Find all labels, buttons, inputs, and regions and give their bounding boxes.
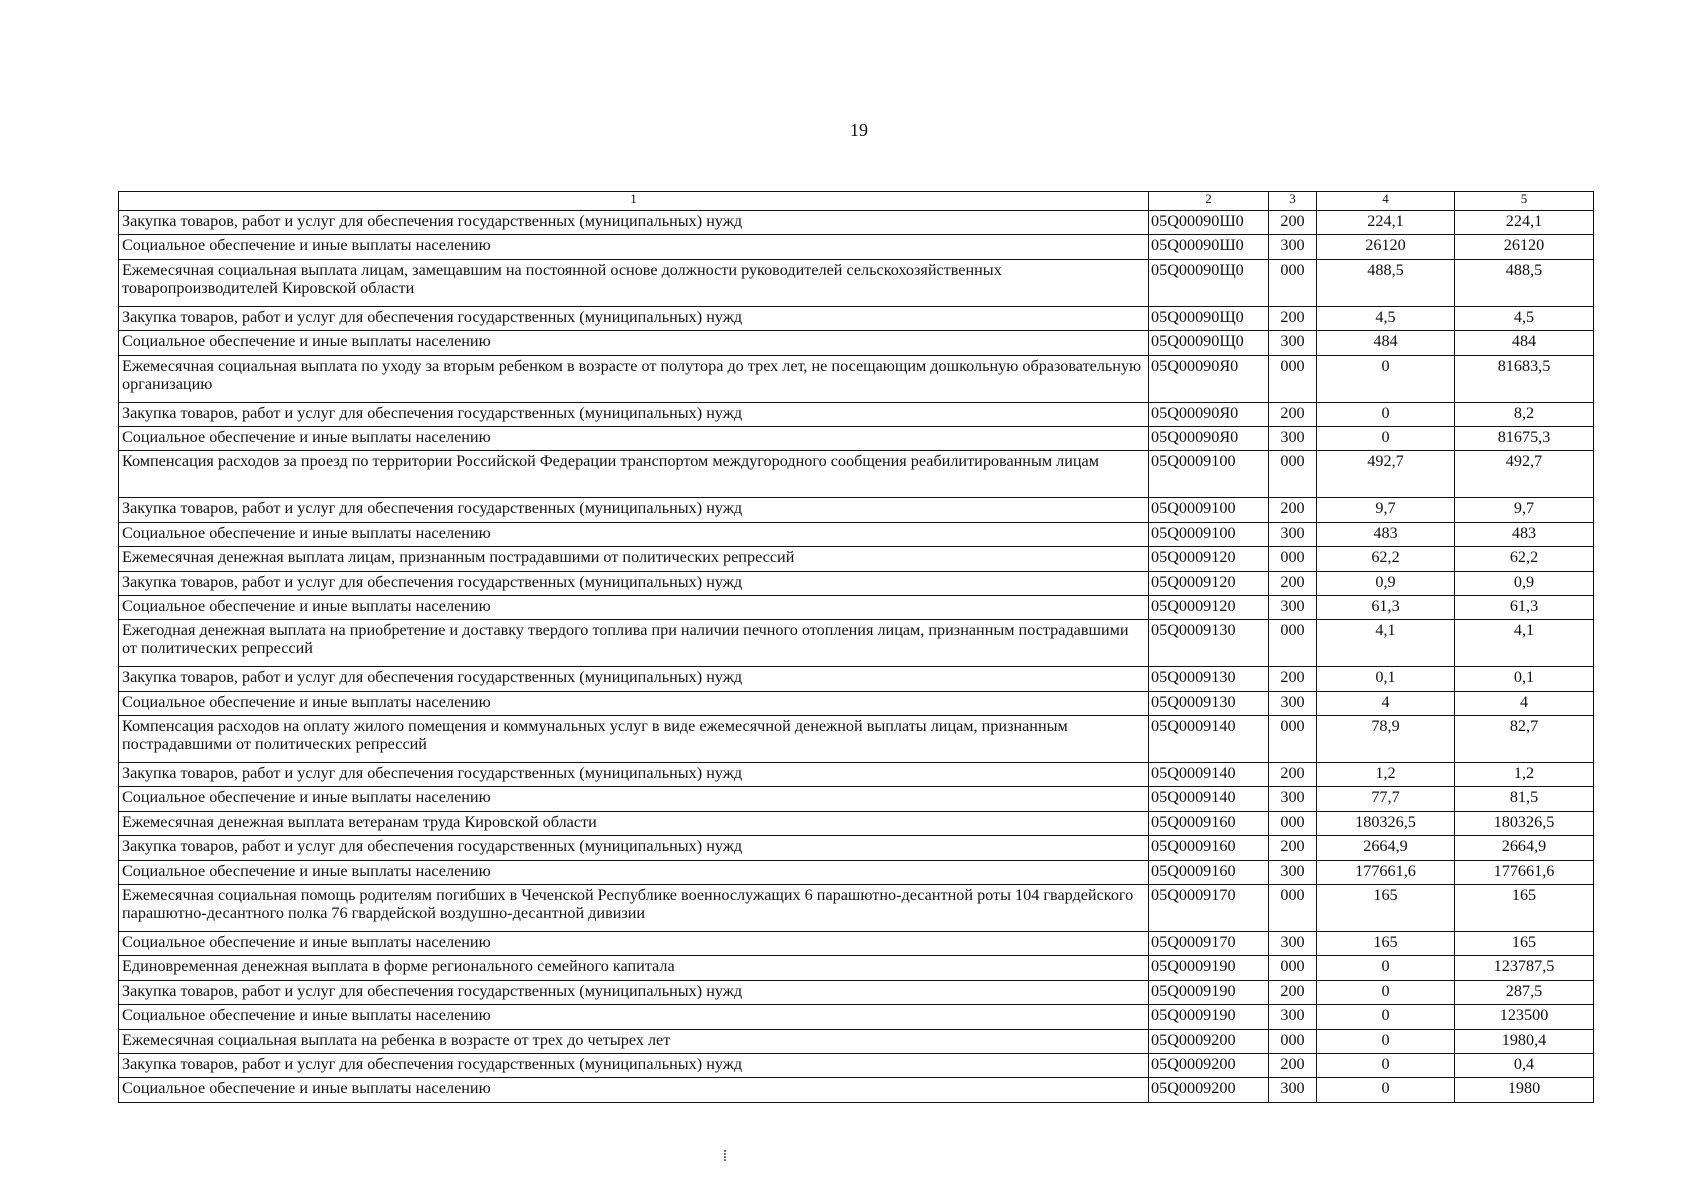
amount-col4-cell: 9,7 — [1317, 498, 1455, 522]
expense-type-cell: 000 — [1269, 451, 1317, 498]
expense-name-cell: Компенсация расходов за проезд по территории Российской Федерации транспортом междугородного сообщения реабилитированным лицам — [119, 451, 1149, 498]
expense-name-cell: Закупка товаров, работ и услуг для обеспечения государственных (муниципальных) нужд — [119, 571, 1149, 595]
target-code-cell: 05Q0009130 — [1149, 667, 1269, 691]
amount-col4-cell: 483 — [1317, 522, 1455, 546]
expense-name-cell: Социальное обеспечение и иные выплаты населению — [119, 426, 1149, 450]
expense-name-cell: Закупка товаров, работ и услуг для обеспечения государственных (муниципальных) нужд — [119, 763, 1149, 787]
table-row — [119, 885, 1594, 932]
expense-type-cell: 200 — [1269, 498, 1317, 522]
amount-col4-cell: 4 — [1317, 691, 1455, 715]
target-code-cell: 05Q00090Ш0 — [1149, 235, 1269, 259]
amount-col5-cell: 8,2 — [1455, 402, 1594, 426]
expense-type-cell: 300 — [1269, 932, 1317, 956]
target-code-cell: 05Q0009190 — [1149, 980, 1269, 1004]
amount-col5-cell: 488,5 — [1455, 259, 1594, 306]
table-row — [119, 571, 1594, 595]
amount-col4-cell: 165 — [1317, 885, 1455, 932]
expense-type-cell: 000 — [1269, 1029, 1317, 1053]
amount-col5-cell: 0,1 — [1455, 667, 1594, 691]
amount-col5-cell: 82,7 — [1455, 716, 1594, 763]
table-row — [119, 836, 1594, 860]
expense-type-cell: 200 — [1269, 306, 1317, 330]
expense-name-cell: Закупка товаров, работ и услуг для обеспечения государственных (муниципальных) нужд — [119, 980, 1149, 1004]
expense-type-cell: 200 — [1269, 763, 1317, 787]
table-row — [119, 547, 1594, 571]
target-code-cell: 05Q0009190 — [1149, 1005, 1269, 1029]
expense-type-cell: 200 — [1269, 1053, 1317, 1077]
expense-type-cell: 200 — [1269, 667, 1317, 691]
target-code-cell: 05Q0009120 — [1149, 547, 1269, 571]
amount-col4-cell: 61,3 — [1317, 595, 1455, 619]
expense-type-cell: 300 — [1269, 595, 1317, 619]
amount-col5-cell: 123787,5 — [1455, 956, 1594, 980]
amount-col4-cell: 62,2 — [1317, 547, 1455, 571]
column-header: 1 — [119, 192, 1149, 211]
expense-type-cell: 000 — [1269, 259, 1317, 306]
table-row — [119, 331, 1594, 355]
target-code-cell: 05Q00090Щ0 — [1149, 306, 1269, 330]
table-row — [119, 235, 1594, 259]
expense-name-cell: Ежемесячная денежная выплата лицам, признанным пострадавшими от политических репрессий — [119, 547, 1149, 571]
target-code-cell: 05Q00090Я0 — [1149, 355, 1269, 402]
page-number: 19 — [850, 120, 868, 140]
table-row — [119, 259, 1594, 306]
expense-type-cell: 000 — [1269, 811, 1317, 835]
table-row — [119, 787, 1594, 811]
target-code-cell: 05Q0009100 — [1149, 451, 1269, 498]
target-code-cell: 05Q0009200 — [1149, 1029, 1269, 1053]
expense-name-cell: Ежемесячная социальная выплата на ребенка в возрасте от трех до четырех лет — [119, 1029, 1149, 1053]
expense-type-cell: 200 — [1269, 571, 1317, 595]
expense-name-cell: Ежегодная денежная выплата на приобретение и доставку твердого топлива при наличии печного отопления лицам, признанным пострадавшими от политических репрессий — [119, 620, 1149, 667]
expense-name-cell: Закупка товаров, работ и услуг для обеспечения государственных (муниципальных) нужд — [119, 306, 1149, 330]
target-code-cell: 05Q0009160 — [1149, 811, 1269, 835]
table-row — [119, 211, 1594, 235]
expense-name-cell: Социальное обеспечение и иные выплаты населению — [119, 1078, 1149, 1102]
amount-col4-cell: 0 — [1317, 956, 1455, 980]
amount-col5-cell: 165 — [1455, 885, 1594, 932]
target-code-cell: 05Q0009140 — [1149, 787, 1269, 811]
amount-col4-cell: 0 — [1317, 1053, 1455, 1077]
target-code-cell: 05Q0009130 — [1149, 691, 1269, 715]
table-row — [119, 1053, 1594, 1077]
target-code-cell: 05Q0009140 — [1149, 716, 1269, 763]
expense-type-cell: 300 — [1269, 691, 1317, 715]
target-code-cell: 05Q0009160 — [1149, 836, 1269, 860]
target-code-cell: 05Q0009160 — [1149, 860, 1269, 884]
amount-col4-cell: 0,1 — [1317, 667, 1455, 691]
expense-type-cell: 200 — [1269, 980, 1317, 1004]
amount-col4-cell: 4,5 — [1317, 306, 1455, 330]
table-row — [119, 716, 1594, 763]
target-code-cell: 05Q0009100 — [1149, 498, 1269, 522]
expense-name-cell: Единовременная денежная выплата в форме регионального семейного капитала — [119, 956, 1149, 980]
amount-col4-cell: 492,7 — [1317, 451, 1455, 498]
target-code-cell: 05Q0009200 — [1149, 1053, 1269, 1077]
expense-type-cell: 200 — [1269, 211, 1317, 235]
table-row — [119, 402, 1594, 426]
target-code-cell: 05Q0009120 — [1149, 571, 1269, 595]
table-row — [119, 956, 1594, 980]
expense-name-cell: Ежемесячная денежная выплата ветеранам труда Кировской области — [119, 811, 1149, 835]
table-row — [119, 691, 1594, 715]
amount-col4-cell: 4,1 — [1317, 620, 1455, 667]
column-header: 5 — [1455, 192, 1594, 211]
expense-name-cell: Социальное обеспечение и иные выплаты населению — [119, 331, 1149, 355]
amount-col4-cell: 0 — [1317, 402, 1455, 426]
table-row — [119, 860, 1594, 884]
expense-name-cell: Закупка товаров, работ и услуг для обеспечения государственных (муниципальных) нужд — [119, 498, 1149, 522]
target-code-cell: 05Q0009130 — [1149, 620, 1269, 667]
expense-name-cell: Социальное обеспечение и иные выплаты населению — [119, 932, 1149, 956]
expense-type-cell: 300 — [1269, 426, 1317, 450]
amount-col5-cell: 180326,5 — [1455, 811, 1594, 835]
target-code-cell: 05Q00090Ш0 — [1149, 211, 1269, 235]
amount-col4-cell: 0,9 — [1317, 571, 1455, 595]
amount-col5-cell: 4 — [1455, 691, 1594, 715]
amount-col5-cell: 4,5 — [1455, 306, 1594, 330]
table-row — [119, 980, 1594, 1004]
amount-col4-cell: 0 — [1317, 1078, 1455, 1102]
expense-name-cell: Социальное обеспечение и иные выплаты населению — [119, 1005, 1149, 1029]
amount-col5-cell: 26120 — [1455, 235, 1594, 259]
amount-col5-cell: 483 — [1455, 522, 1594, 546]
target-code-cell: 05Q0009170 — [1149, 932, 1269, 956]
amount-col5-cell: 287,5 — [1455, 980, 1594, 1004]
target-code-cell: 05Q0009190 — [1149, 956, 1269, 980]
column-header: 4 — [1317, 192, 1455, 211]
target-code-cell: 05Q00090Щ0 — [1149, 331, 1269, 355]
amount-col5-cell: 492,7 — [1455, 451, 1594, 498]
table-row — [119, 498, 1594, 522]
expense-name-cell: Закупка товаров, работ и услуг для обеспечения государственных (муниципальных) нужд — [119, 402, 1149, 426]
amount-col5-cell: 224,1 — [1455, 211, 1594, 235]
amount-col4-cell: 484 — [1317, 331, 1455, 355]
expense-name-cell: Ежемесячная социальная выплата по уходу за вторым ребенком в возрасте от полутора до трех лет, не посещающим дошкольную образовательную организацию — [119, 355, 1149, 402]
amount-col5-cell: 165 — [1455, 932, 1594, 956]
expense-name-cell: Ежемесячная социальная помощь родителям погибших в Чеченской Республике военнослужащих 6 парашютно-десантной роты 104 гвардейского парашютно-десантного полка 76 гвардейской воздушно-десантной дивизии — [119, 885, 1149, 932]
amount-col5-cell: 123500 — [1455, 1005, 1594, 1029]
table-row — [119, 1005, 1594, 1029]
expense-type-cell: 300 — [1269, 235, 1317, 259]
expense-name-cell: Социальное обеспечение и иные выплаты населению — [119, 860, 1149, 884]
amount-col5-cell: 177661,6 — [1455, 860, 1594, 884]
table-row — [119, 451, 1594, 498]
amount-col4-cell: 180326,5 — [1317, 811, 1455, 835]
expense-type-cell: 000 — [1269, 620, 1317, 667]
table-row — [119, 667, 1594, 691]
amount-col4-cell: 2664,9 — [1317, 836, 1455, 860]
expense-name-cell: Закупка товаров, работ и услуг для обеспечения государственных (муниципальных) нужд — [119, 1053, 1149, 1077]
table-row — [119, 1078, 1594, 1102]
target-code-cell: 05Q00090Я0 — [1149, 402, 1269, 426]
amount-col4-cell: 77,7 — [1317, 787, 1455, 811]
expense-name-cell: Закупка товаров, работ и услуг для обеспечения государственных (муниципальных) нужд — [119, 667, 1149, 691]
amount-col5-cell: 62,2 — [1455, 547, 1594, 571]
target-code-cell: 05Q0009140 — [1149, 763, 1269, 787]
amount-col4-cell: 78,9 — [1317, 716, 1455, 763]
amount-col4-cell: 1,2 — [1317, 763, 1455, 787]
expense-type-cell: 300 — [1269, 1078, 1317, 1102]
amount-col5-cell: 9,7 — [1455, 498, 1594, 522]
amount-col5-cell: 0,4 — [1455, 1053, 1594, 1077]
amount-col5-cell: 1980,4 — [1455, 1029, 1594, 1053]
expense-type-cell: 300 — [1269, 787, 1317, 811]
amount-col4-cell: 0 — [1317, 355, 1455, 402]
amount-col4-cell: 165 — [1317, 932, 1455, 956]
amount-col5-cell: 1,2 — [1455, 763, 1594, 787]
amount-col4-cell: 488,5 — [1317, 259, 1455, 306]
table-row — [119, 306, 1594, 330]
column-header: 3 — [1269, 192, 1317, 211]
amount-col5-cell: 81683,5 — [1455, 355, 1594, 402]
budget-table — [118, 191, 1594, 1103]
amount-col5-cell: 4,1 — [1455, 620, 1594, 667]
target-code-cell: 05Q0009170 — [1149, 885, 1269, 932]
amount-col4-cell: 177661,6 — [1317, 860, 1455, 884]
amount-col5-cell: 484 — [1455, 331, 1594, 355]
expense-name-cell: Социальное обеспечение и иные выплаты населению — [119, 691, 1149, 715]
amount-col4-cell: 0 — [1317, 1029, 1455, 1053]
expense-name-cell: Закупка товаров, работ и услуг для обеспечения государственных (муниципальных) нужд — [119, 211, 1149, 235]
amount-col5-cell: 81675,3 — [1455, 426, 1594, 450]
expense-type-cell: 300 — [1269, 1005, 1317, 1029]
expense-type-cell: 200 — [1269, 402, 1317, 426]
amount-col5-cell: 0,9 — [1455, 571, 1594, 595]
expense-name-cell: Закупка товаров, работ и услуг для обеспечения государственных (муниципальных) нужд — [119, 836, 1149, 860]
table-row — [119, 426, 1594, 450]
column-header: 2 — [1149, 192, 1269, 211]
target-code-cell: 05Q00090Я0 — [1149, 426, 1269, 450]
target-code-cell: 05Q0009100 — [1149, 522, 1269, 546]
expense-name-cell: Социальное обеспечение и иные выплаты населению — [119, 787, 1149, 811]
expense-name-cell: Компенсация расходов на оплату жилого помещения и коммунальных услуг в виде ежемесячной денежной выплаты лицам, признанным пострадавшими от политических репрессий — [119, 716, 1149, 763]
amount-col5-cell: 2664,9 — [1455, 836, 1594, 860]
amount-col5-cell: 81,5 — [1455, 787, 1594, 811]
expense-name-cell: Социальное обеспечение и иные выплаты населению — [119, 595, 1149, 619]
expense-type-cell: 300 — [1269, 331, 1317, 355]
target-code-cell: 05Q00090Щ0 — [1149, 259, 1269, 306]
expense-name-cell: Социальное обеспечение и иные выплаты населению — [119, 235, 1149, 259]
amount-col4-cell: 0 — [1317, 980, 1455, 1004]
target-code-cell: 05Q0009120 — [1149, 595, 1269, 619]
table-row — [119, 811, 1594, 835]
table-header-row — [119, 192, 1594, 211]
expense-type-cell: 000 — [1269, 885, 1317, 932]
expense-type-cell: 300 — [1269, 522, 1317, 546]
amount-col5-cell: 61,3 — [1455, 595, 1594, 619]
target-code-cell: 05Q0009200 — [1149, 1078, 1269, 1102]
amount-col5-cell: 1980 — [1455, 1078, 1594, 1102]
expense-type-cell: 300 — [1269, 860, 1317, 884]
table-row — [119, 763, 1594, 787]
amount-col4-cell: 224,1 — [1317, 211, 1455, 235]
table-row — [119, 522, 1594, 546]
expense-name-cell: Ежемесячная социальная выплата лицам, замещавшим на постоянной основе должности руководителей сельскохозяйственных товаропроизводителей Кировской области — [119, 259, 1149, 306]
table-row — [119, 620, 1594, 667]
table-row — [119, 355, 1594, 402]
expense-name-cell: Социальное обеспечение и иные выплаты населению — [119, 522, 1149, 546]
table-row — [119, 1029, 1594, 1053]
table-row — [119, 595, 1594, 619]
scan-mark: ⁞ — [722, 1148, 728, 1165]
expense-type-cell: 000 — [1269, 956, 1317, 980]
expense-type-cell: 000 — [1269, 355, 1317, 402]
expense-type-cell: 000 — [1269, 547, 1317, 571]
table-row — [119, 932, 1594, 956]
table-body — [119, 211, 1594, 1103]
amount-col4-cell: 26120 — [1317, 235, 1455, 259]
amount-col4-cell: 0 — [1317, 426, 1455, 450]
expense-type-cell: 200 — [1269, 836, 1317, 860]
expense-type-cell: 000 — [1269, 716, 1317, 763]
amount-col4-cell: 0 — [1317, 1005, 1455, 1029]
